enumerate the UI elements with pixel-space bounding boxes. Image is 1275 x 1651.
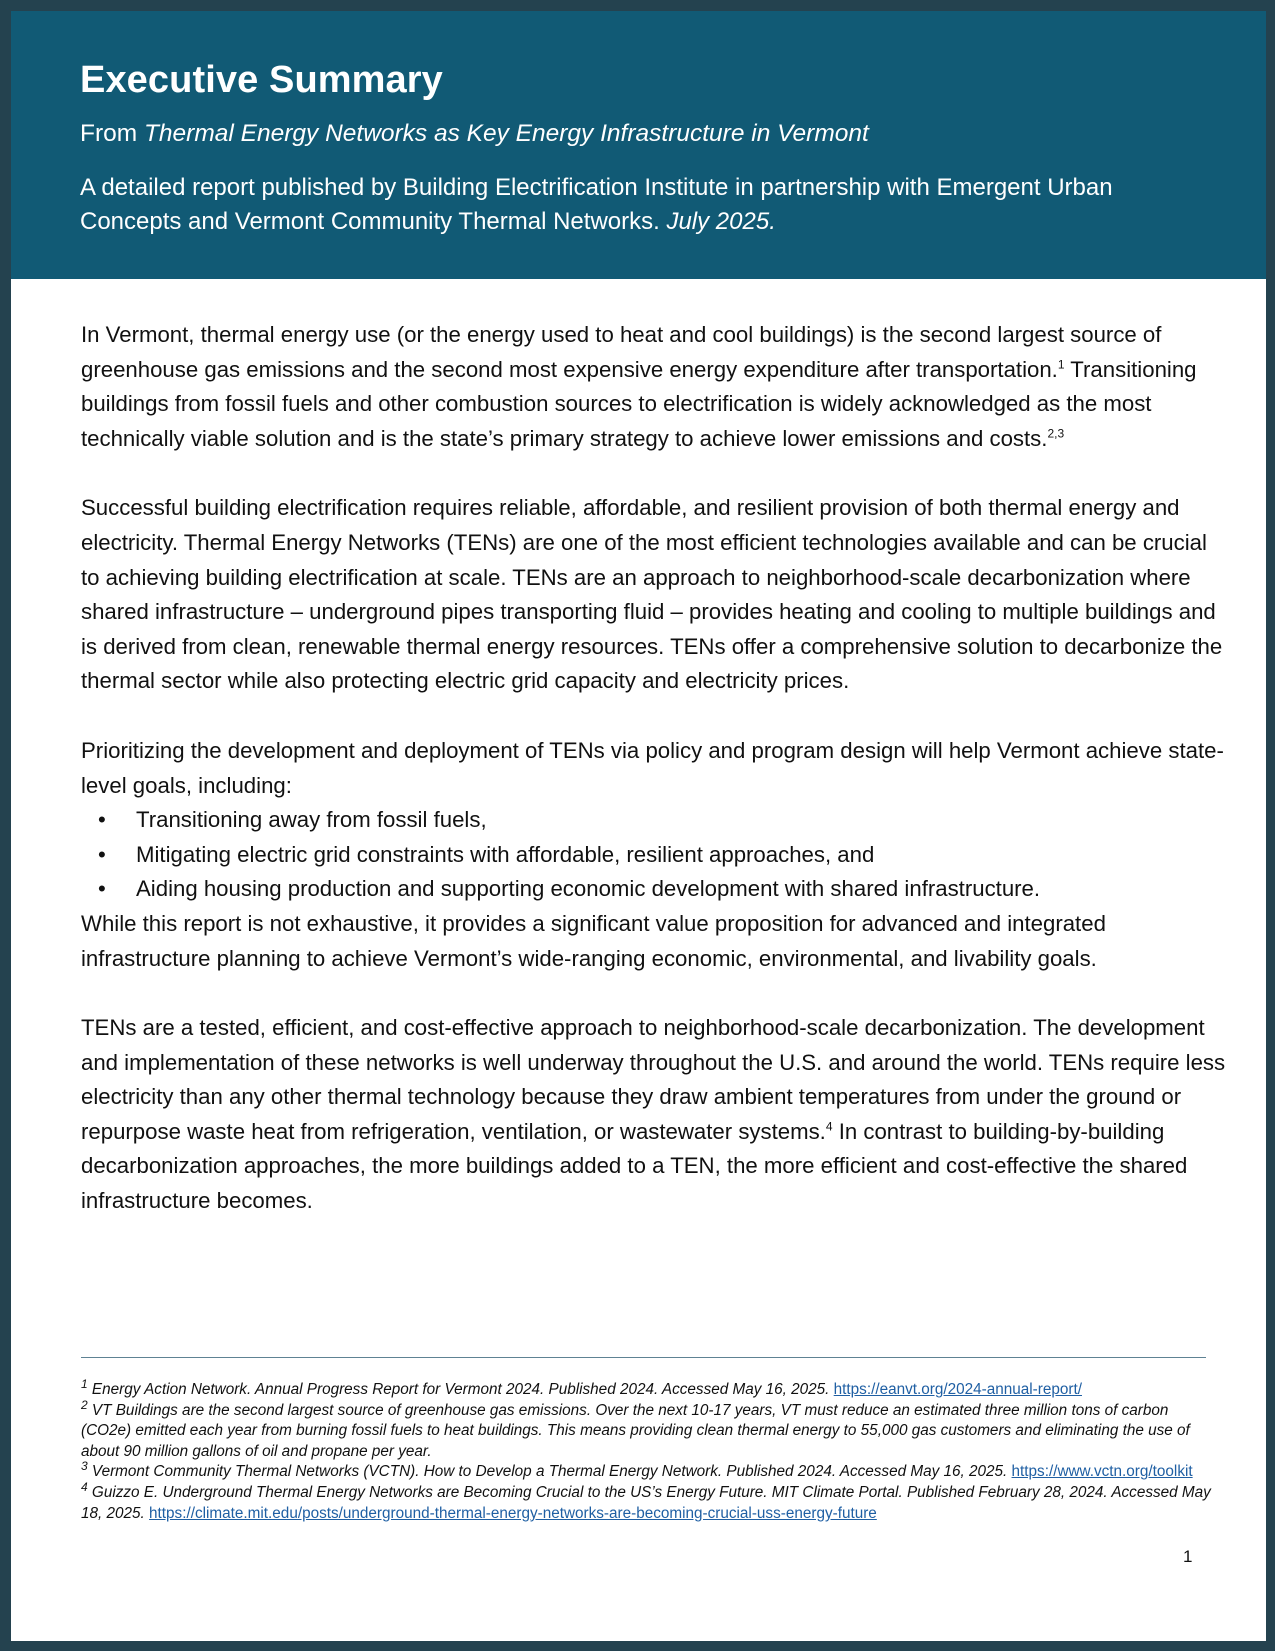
paragraph-1 [81, 318, 1226, 456]
footnote-text: Guizzo E. Underground Thermal Energy Networks are Becoming Crucial to the US’s Energy Future. MIT Climate Portal. Published February 28, 2024. Accessed May 18, 2025. [81, 1483, 1211, 1522]
subtitle-prefix: From [80, 120, 144, 147]
footnote-number: 2 [81, 1397, 88, 1412]
footnotes [81, 1376, 1211, 1524]
footnote-number: 1 [81, 1376, 88, 1391]
footnote-1 [81, 1376, 1211, 1401]
footnote-text: Energy Action Network. Annual Progress Report for Vermont 2024. Published 2024. Accessed May 16, 2025. [87, 1381, 834, 1398]
summary-body [81, 318, 1226, 1219]
list-item [81, 803, 1226, 838]
list-item-text: Transitioning away from fossil fuels, [136, 807, 487, 833]
paragraph-1-text-b: Transitioning buildings from fossil fuels and other combustion sources to electrification is widely acknowledged as the most technically viable solution and is the state’s primary strategy to achieve lower emissions and costs. [81, 356, 1197, 451]
footnote-number: 4 [81, 1479, 88, 1494]
footnote-3-link[interactable]: https://www.vctn.org/toolkit [1011, 1463, 1193, 1481]
description-text: A detailed report published by Building Electrification Institute in partnership with Emergent Urban Concepts and Vermont Community Thermal Networks. [80, 174, 1113, 235]
paragraph-5 [81, 1011, 1226, 1219]
list-item-text: Aiding housing production and supporting economic development with shared infrastructure. [136, 876, 1041, 902]
footnote-3 [81, 1459, 1211, 1483]
footnote-ref-2-3: 2,3 [1047, 426, 1065, 441]
bullet-icon: • [98, 841, 106, 867]
bullet-icon: • [98, 876, 106, 902]
report-description [80, 171, 1210, 238]
footnote-number: 3 [81, 1459, 88, 1474]
report-subtitle [80, 118, 869, 150]
publication-date: July 2025. [666, 207, 776, 235]
list-item [81, 872, 1226, 907]
footnote-text: VT Buildings are the second largest source of greenhouse gas emissions. Over the next 10-17 years, VT must reduce an estimated three million tons of carbon (CO2e) emitted each year from burning fossil fuels to heat buildings. This means providing clean thermal energy to 55,000 gas customers and eliminating the use of about 90 million gallons of oil and propane per year. [81, 1401, 1190, 1460]
paragraph-5-text-b: In contrast to building-by-building decarbonization approaches, the more buildings added to a TEN, the more efficient and cost-effective the shared infrastructure becomes. [81, 1118, 1188, 1214]
header-banner [11, 11, 1266, 279]
bullet-icon: • [98, 807, 106, 833]
paragraph-3: Prioritizing the development and deployment of TENs via policy and program design will help Vermont achieve state-level goals, including: [81, 737, 1224, 798]
footnote-text: Vermont Community Thermal Networks (VCTN). How to Develop a Thermal Energy Network. Published 2024. Accessed May 16, 2025. [87, 1463, 1012, 1481]
report-title: Thermal Energy Networks as Key Energy Infrastructure in Vermont [143, 120, 869, 147]
footnote-divider [81, 1357, 1206, 1358]
page-title: Executive Summary [80, 59, 443, 101]
footnote-ref-4: 4 [825, 1119, 833, 1134]
paragraph-1-text-a: In Vermont, thermal energy use (or the energy used to heat and cool buildings) is the second largest source of greenhouse gas emissions and the second most expensive energy expenditure after transportation. [81, 322, 1162, 382]
document-page [11, 11, 1266, 1641]
footnote-4-link[interactable]: https://climate.mit.edu/posts/underground-thermal-energy-networks-are-becoming-crucial-uss-energy-future [149, 1504, 877, 1522]
footnote-ref-1: 1 [1057, 357, 1065, 372]
page-number: 1 [1183, 1547, 1193, 1566]
paragraph-5-text-a: TENs are a tested, efficient, and cost-effective approach to neighborhood-scale decarbonization. The development and implementation of these networks is well underway throughout the U.S. and around the world. TENs require less electricity than any other thermal technology because they draw ambient temperatures from under the ground or repurpose waste heat from refrigeration, ventilation, or wastewater systems. [81, 1015, 1226, 1144]
paragraph-2: Successful building electrification requires reliable, affordable, and resilient provision of both thermal energy and electricity. Thermal Energy Networks (TENs) are one of the most efficient technologies available and can be crucial to achieving building electrification at scale. TENs are an approach to neighborhood-scale decarbonization where shared infrastructure – underground pipes transporting fluid – provides heating and cooling to multiple buildings and is derived from clean, renewable thermal energy resources. TENs offer a comprehensive solution to decarbonize the thermal sector while also protecting electric grid capacity and electricity prices. [81, 495, 1223, 694]
goals-list [81, 803, 1226, 907]
paragraph-4: While this report is not exhaustive, it provides a significant value proposition for advanced and integrated infrastructure planning to achieve Vermont’s wide-ranging economic, environmental, and livability goals. [81, 910, 1106, 971]
footnote-2 [81, 1397, 1211, 1463]
list-item-text: Mitigating electric grid constraints with affordable, resilient approaches, and [136, 841, 875, 867]
list-item [81, 838, 1226, 873]
footnote-1-link[interactable]: https://eanvt.org/2024-annual-report/ [833, 1381, 1082, 1398]
footnote-4 [81, 1479, 1211, 1524]
